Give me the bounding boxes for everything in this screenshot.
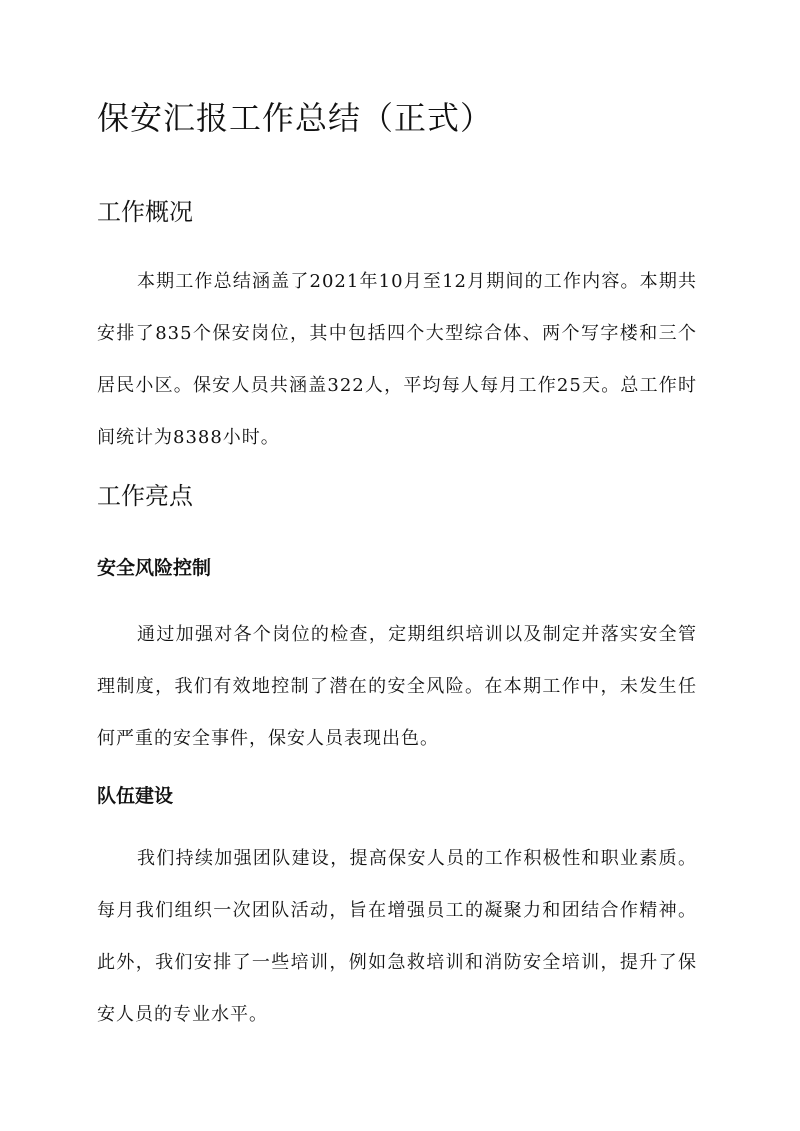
document-title: 保安汇报工作总结（正式） (97, 99, 494, 137)
section-heading-overview: 工作概况 (97, 198, 193, 226)
overview-paragraph: 本期工作总结涵盖了2021年10月至12月期间的工作内容。本期共安排了835个保安岗位，其中包括四个大型综合体、两个写字楼和三个居民小区。保安人员共涵盖322人，平均每人每月工作25天。总工作时间统计为8388小时。 (97, 271, 697, 448)
subsection-heading-safety-risk: 安全风险控制 (97, 557, 212, 579)
subsection-heading-team-building: 队伍建设 (97, 785, 174, 807)
team-building-paragraph: 我们持续加强团队建设，提高保安人员的工作积极性和职业素质。每月我们组织一次团队活动，旨在增强员工的凝聚力和团结合作精神。此外，我们安排了一些培训，例如急救培训和消防安全培训，提升了保安人员的专业水平。 (97, 848, 697, 1025)
section-heading-highlights: 工作亮点 (97, 482, 193, 510)
safety-risk-paragraph: 通过加强对各个岗位的检查，定期组织培训以及制定并落实安全管理制度，我们有效地控制了潜在的安全风险。在本期工作中，未发生任何严重的安全事件，保安人员表现出色。 (97, 624, 697, 749)
